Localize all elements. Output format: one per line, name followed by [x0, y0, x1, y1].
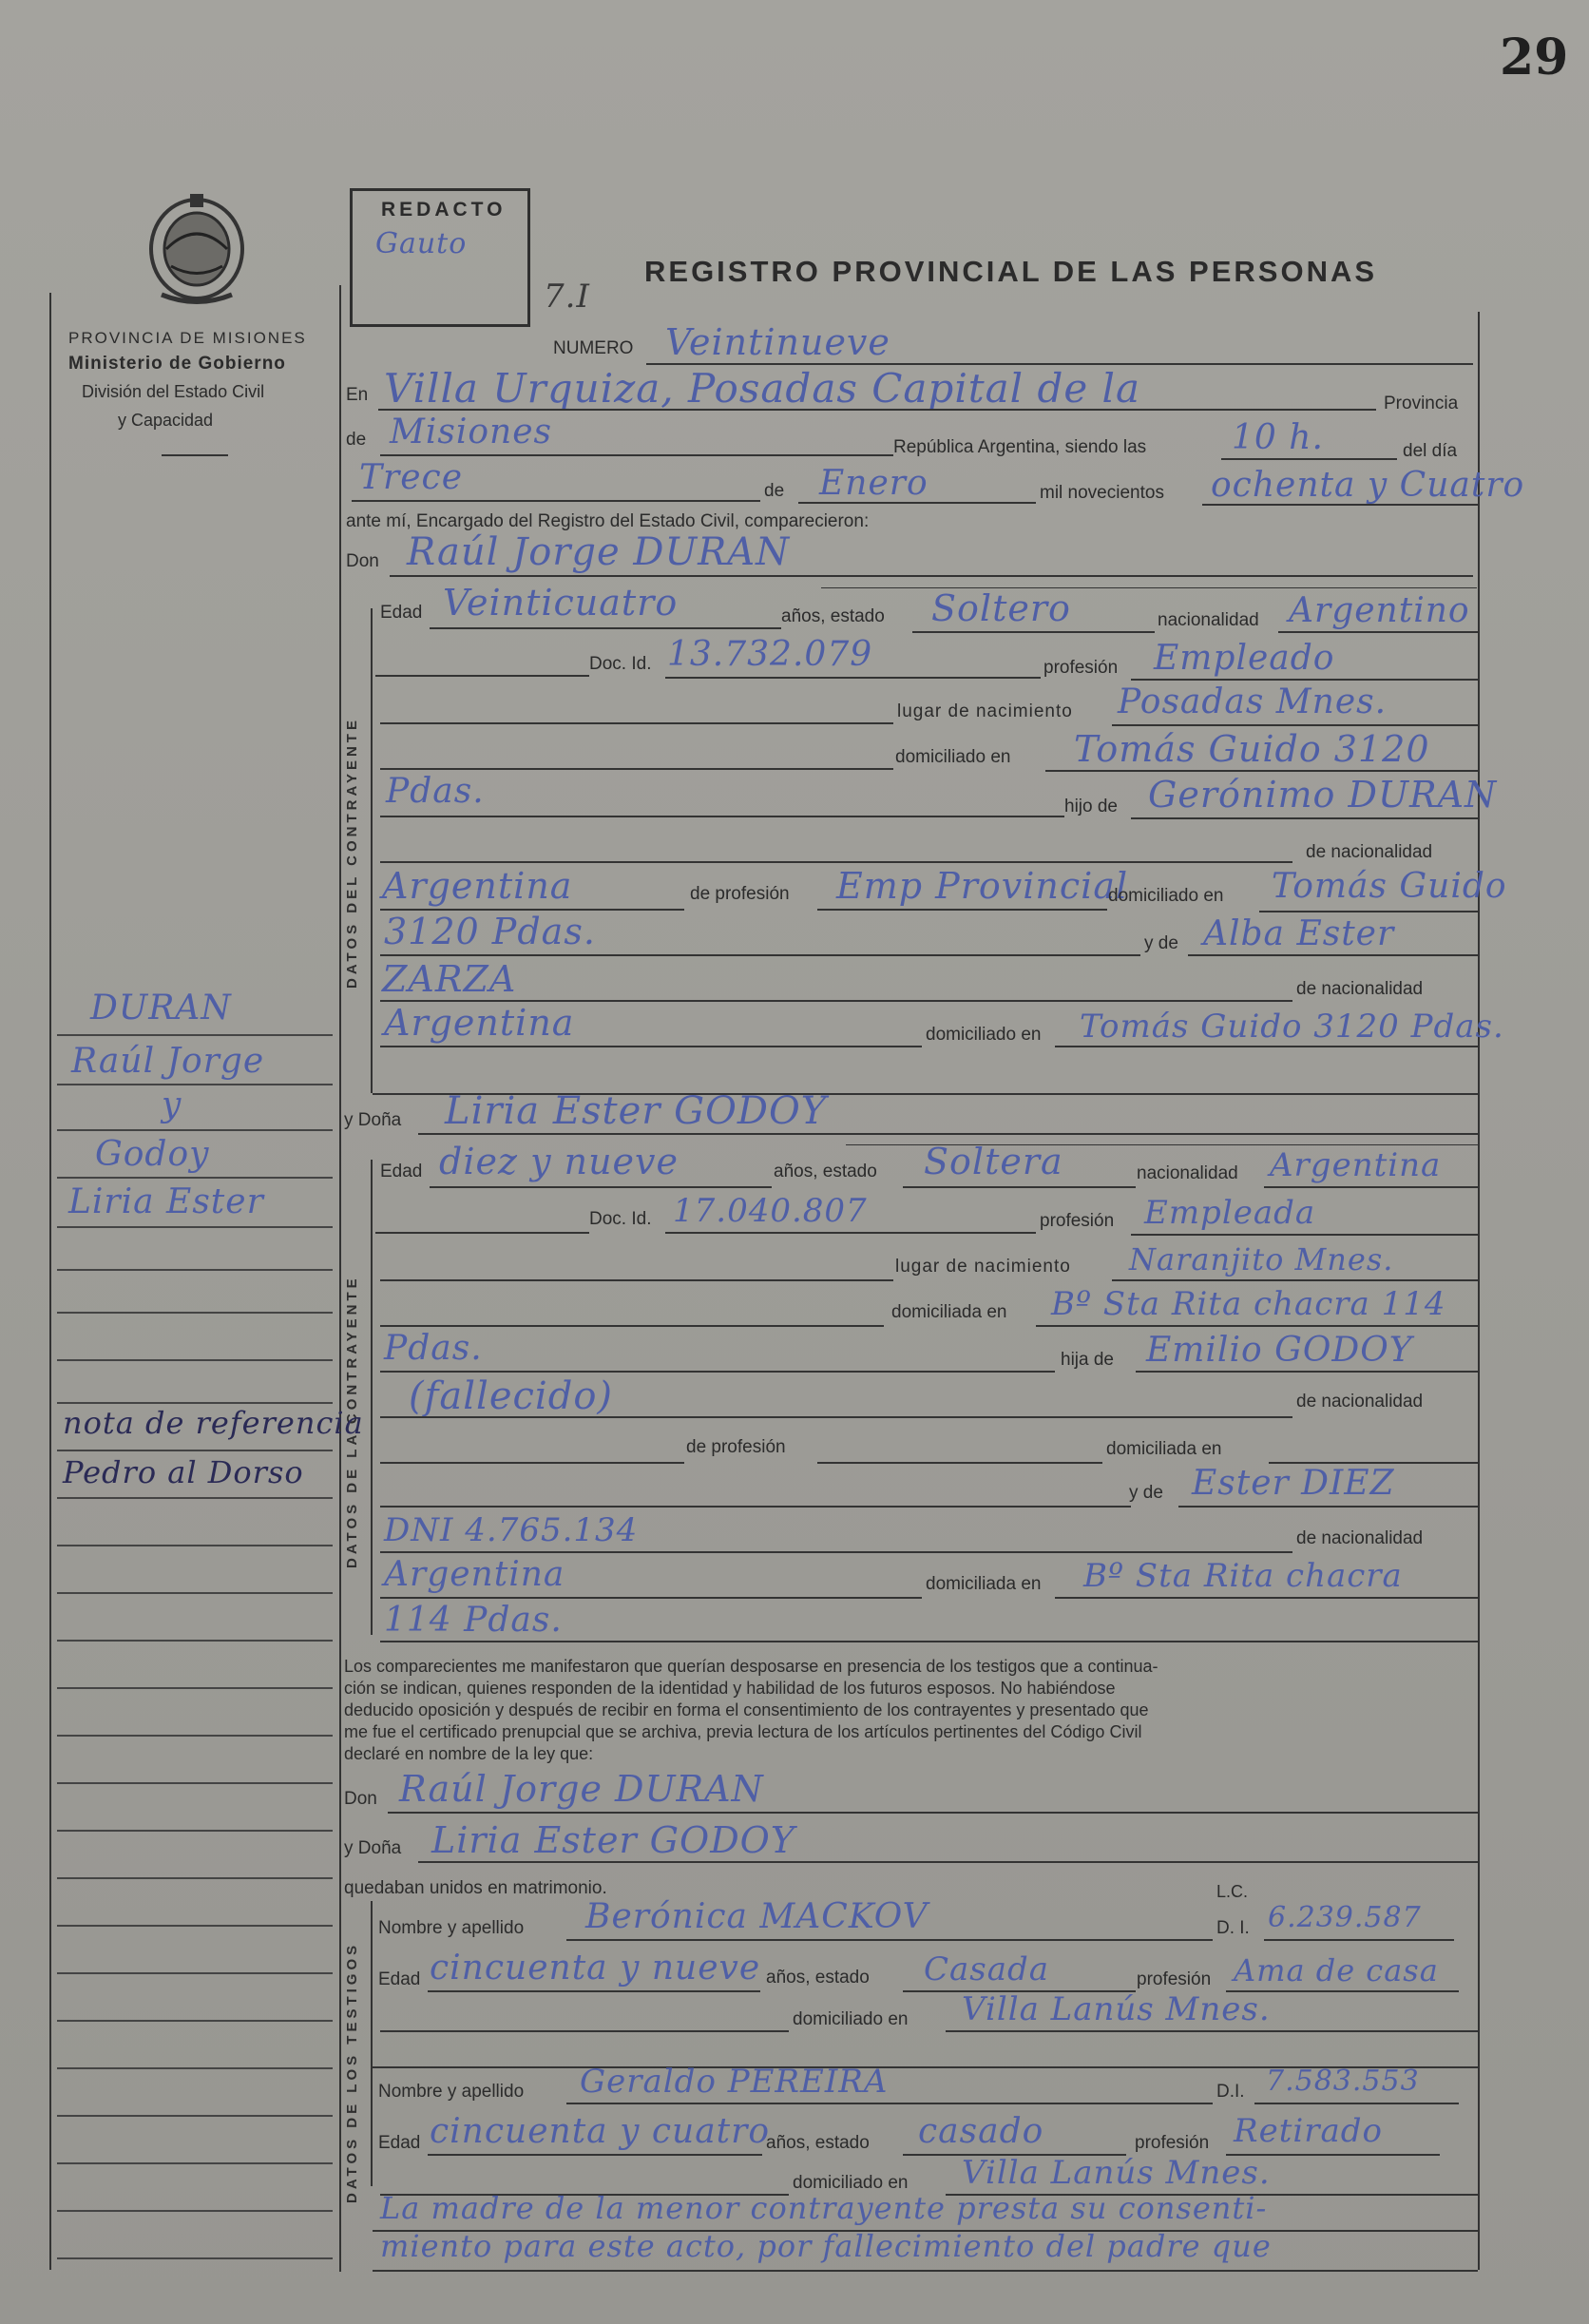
witness1-di-value: 6.239.587 [1268, 1901, 1422, 1934]
numero-value: Veintinueve [665, 321, 890, 363]
witness1-edad-label: Edad [378, 1969, 421, 1989]
declaration-line-1: Los comparecientes me manifestaron que querían desposarse en presencia de los testigos que a continua- [344, 1657, 1158, 1676]
groom-padre-value: Gerónimo DURAN [1148, 774, 1498, 816]
bride-nacionalidad-label: nacionalidad [1137, 1163, 1238, 1183]
bride-doc-value: 17.040.807 [673, 1192, 868, 1230]
stamp-title: REDACTO [381, 199, 507, 221]
bride-madre-dom: Bº Sta Rita chacra [1083, 1557, 1403, 1595]
bride-estado-label: años, estado [774, 1162, 877, 1181]
groom-madre-dom: Tomás Guido 3120 Pdas. [1080, 1008, 1504, 1046]
del-dia-label: del día [1403, 441, 1458, 461]
note-line-1: La madre de la menor contrayente presta su consenti- [380, 2190, 1268, 2226]
groom-edad-label: Edad [380, 603, 423, 623]
bride-lugar-label: lugar de nacimiento [895, 1257, 1071, 1277]
witness2-nombre-value: Geraldo PEREIRA [580, 2063, 889, 2101]
bride-hija-label: hija de [1061, 1350, 1114, 1370]
page-number: 29 [1500, 29, 1569, 86]
division-label-1: División del Estado Civil [82, 382, 265, 401]
groom-nacionalidad-value: Argentino [1289, 591, 1470, 630]
bride-de-nac-label: de nacionalidad [1296, 1392, 1424, 1412]
groom-padre-nac-label: de nacionalidad [1306, 842, 1433, 862]
bride-padre-nota: (fallecido) [409, 1374, 614, 1418]
witness1-nombre-label: Nombre y apellido [378, 1918, 525, 1938]
bride-profesion-value: Empleada [1144, 1194, 1316, 1232]
witness2-di-value: 7.583.553 [1266, 2065, 1420, 2098]
division-label-2: y Capacidad [118, 411, 214, 430]
province-label: PROVINCIA DE MISIONES [68, 329, 307, 347]
witness2-prof-label: profesión [1135, 2133, 1210, 2153]
bride-madre-value: Ester DIEZ [1192, 1464, 1395, 1503]
bride-edad-value: diez y nueve [439, 1141, 680, 1182]
witness1-prof-label: profesión [1137, 1969, 1212, 1989]
witness1-dom-value: Villa Lanús Mnes. [962, 1990, 1271, 2028]
groom-padre-dom-label: domiciliado en [1108, 886, 1224, 906]
witness1-dom-label: domiciliado en [793, 2009, 909, 2029]
groom-profesion-value: Empleado [1154, 639, 1335, 678]
registry-title: REGISTRO PROVINCIAL DE LAS PERSONAS [644, 255, 1378, 288]
coat-of-arms-icon [143, 190, 252, 309]
groom-estado-value: Soltero [931, 587, 1071, 629]
bride-edad-label: Edad [380, 1162, 423, 1181]
bride-padre-value: Emilio GODOY [1146, 1331, 1413, 1370]
witness2-dom-label: domiciliado en [793, 2173, 909, 2193]
groom-domicilio-label: domiciliado en [895, 747, 1011, 767]
declaration-line-4: me fue el certificado prenupcial que se archiva, previa lectura de los artículos pertinentes del Código Civil [344, 1722, 1142, 1741]
bride-madre-dom-label: domiciliada en [926, 1574, 1042, 1594]
bride-madre-dom-cont: 114 Pdas. [384, 1601, 563, 1640]
groom-domicilio-cont: Pdas. [386, 772, 485, 811]
bride-madre-doc: DNI 4.765.134 [384, 1511, 639, 1549]
witness2-prof-value: Retirado [1234, 2112, 1384, 2150]
groom-padre-dom: Tomás Guido [1272, 867, 1507, 906]
bride-domicilio-label: domiciliada en [891, 1302, 1007, 1322]
groom-madre-nac-label: de nacionalidad [1296, 979, 1424, 999]
witness2-di-label: D.I. [1216, 2082, 1245, 2102]
bride-madre-nac-label: de nacionalidad [1296, 1528, 1424, 1548]
margin-name-4: Godoy [95, 1135, 210, 1174]
don-value: Raúl Jorge DURAN [407, 530, 791, 574]
groom-doc-value: 13.732.079 [667, 635, 873, 674]
groom-lugar-value: Posadas Mnes. [1118, 682, 1388, 721]
don2-value: Raúl Jorge DURAN [399, 1768, 764, 1810]
groom-estado-label: años, estado [781, 606, 885, 626]
witness2-edad-value: cincuenta y cuatro [430, 2112, 771, 2151]
de-label: de [346, 430, 367, 450]
groom-padre-dom-cont: 3120 Pdas. [384, 911, 596, 952]
bride-madre-nac: Argentina [384, 1555, 565, 1594]
margin-name-2: Raúl Jorge [71, 1042, 265, 1081]
bride-doc-label: Doc. Id. [589, 1209, 652, 1229]
margin-reference-note-2: Pedro al Dorso [63, 1454, 304, 1490]
declaration-line-2: ción se indican, quienes responden de la identidad y habilidad de los futuros esposos. No habiéndose [344, 1679, 1116, 1698]
groom-domicilio-value: Tomás Guido 3120 [1074, 728, 1430, 770]
witness2-edad-label: Edad [378, 2133, 421, 2153]
bride-y-de-label: y de [1129, 1483, 1163, 1503]
witness1-estado-value: Casada [924, 1950, 1050, 1988]
margin-name-1: DURAN [90, 989, 232, 1028]
bride-profesion-label: profesión [1040, 1211, 1115, 1231]
dona-value: Liria Ester GODOY [445, 1089, 828, 1133]
groom-hijo-label: hijo de [1064, 797, 1118, 816]
margin-name-5: Liria Ester [68, 1182, 264, 1221]
groom-padre-prof: Emp Provincial [836, 865, 1129, 907]
witness1-nombre-value: Berónica MACKOV [585, 1897, 929, 1936]
witness2-nombre-label: Nombre y apellido [378, 2082, 525, 2102]
act-number-hand: 7.I [544, 278, 590, 316]
witness1-prof-value: Ama de casa [1234, 1952, 1439, 1988]
declaration-line-3: deducido oposición y después de recibir en forma el consentimiento de los contrayentes y presentado que [344, 1700, 1149, 1719]
de-mes-label: de [764, 481, 785, 501]
declaration-line-5: declaré en nombre de la ley que: [344, 1744, 594, 1763]
bride-dom-label: domiciliada en [1106, 1439, 1222, 1459]
republica-label: República Argentina, siendo las [893, 437, 1147, 457]
en-value: Villa Urquiza, Posadas Capital de la [384, 365, 1141, 412]
margin-reference-note-1: nota de referencia [63, 1405, 364, 1441]
ante-text: ante mí, Encargado del Registro del Estado Civil, comparecieron: [346, 511, 870, 531]
hora-value: 10 h. [1232, 418, 1324, 457]
groom-lugar-label: lugar de nacimiento [897, 701, 1073, 721]
note-line-2: miento para este acto, por fallecimiento del padre que [380, 2228, 1272, 2264]
groom-padre-prof-label: de profesión [690, 884, 790, 904]
section-label-bride: DATOS DE LA CONTRAYENTE [344, 1275, 360, 1568]
witness2-estado-value: casado [918, 2112, 1044, 2151]
quedaban-text: quedaban unidos en matrimonio. [344, 1878, 607, 1898]
groom-y-de-label: y de [1144, 933, 1178, 953]
dona2-label: y Doña [344, 1838, 402, 1858]
don2-label: Don [344, 1789, 377, 1809]
provincia-value: Misiones [390, 413, 553, 451]
bride-lugar-value: Naranjito Mnes. [1129, 1241, 1394, 1277]
witness1-di-label: D. I. [1216, 1918, 1250, 1938]
bride-domicilio-cont: Pdas. [384, 1329, 483, 1368]
numero-label: NUMERO [553, 338, 634, 358]
margin-name-3: y [162, 1085, 182, 1124]
groom-madre-apellido: ZARZA [382, 958, 517, 1000]
dona2-value: Liria Ester GODOY [431, 1819, 795, 1861]
ministry-label: Ministerio de Gobierno [68, 354, 286, 374]
en-label: En [346, 385, 369, 405]
groom-edad-value: Veinticuatro [443, 582, 679, 624]
section-label-groom: DATOS DEL CONTRAYENTE [344, 717, 360, 989]
groom-nacionalidad-label: nacionalidad [1158, 610, 1259, 630]
section-label-witnesses: DATOS DE LOS TESTIGOS [344, 1941, 360, 2203]
redacto-stamp [350, 188, 530, 327]
bride-nacionalidad-value: Argentina [1270, 1146, 1442, 1184]
stamp-signature: Gauto [375, 227, 468, 260]
mes-value: Enero [819, 464, 929, 503]
witness1-lc-label: L.C. [1216, 1882, 1249, 1901]
don-label: Don [346, 551, 379, 571]
dona-label: y Doña [344, 1110, 402, 1130]
bride-estado-value: Soltera [924, 1141, 1063, 1182]
groom-doc-label: Doc. Id. [589, 654, 652, 674]
mil-label: mil novecientos [1040, 483, 1164, 503]
witness2-dom-value: Villa Lanús Mnes. [962, 2154, 1271, 2192]
witness1-edad-value: cincuenta y nueve [430, 1949, 761, 1988]
groom-padre-nac: Argentina [382, 865, 573, 907]
groom-madre-dom-label: domiciliado en [926, 1025, 1042, 1045]
groom-profesion-label: profesión [1043, 658, 1119, 678]
witness1-estado-label: años, estado [766, 1968, 870, 1988]
provincia-label: Provincia [1384, 394, 1459, 413]
anio-value: ochenta y Cuatro [1211, 466, 1525, 505]
groom-madre-nac: Argentina [384, 1002, 575, 1044]
dia-value: Trece [359, 458, 463, 497]
bride-domicilio-value: Bº Sta Rita chacra 114 [1051, 1285, 1446, 1323]
bride-de-prof-label: de profesión [686, 1437, 786, 1457]
groom-madre-value: Alba Ester [1203, 914, 1395, 953]
witness2-estado-label: años, estado [766, 2133, 870, 2153]
